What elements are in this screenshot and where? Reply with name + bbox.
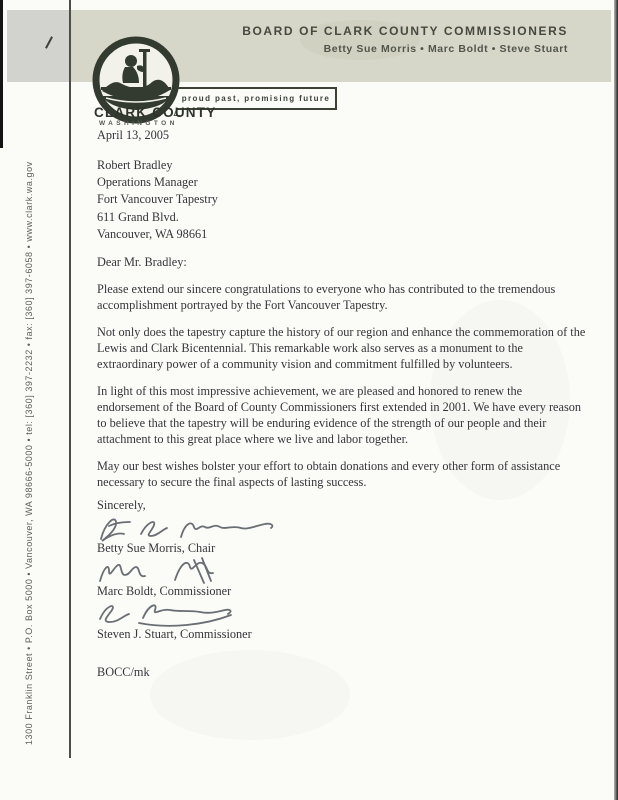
signature-marc-boldt	[97, 556, 587, 583]
letter-date: April 13, 2005	[97, 128, 170, 142]
signer-name-title: Betty Sue Morris, Chair	[97, 541, 216, 556]
scan-edge-right	[614, 0, 618, 800]
signer-name-title: Marc Boldt, Commissioner	[97, 584, 232, 599]
paragraph-1: Please extend our sincere congratulations to everyone who has contributed to the tremendous accomplishment portrayed by the Fort Vancouver Tapestry.	[97, 282, 556, 313]
paragraph-2: Not only does the tapestry capture the history of our region and enhance the commemoration of the Lewis and Clark Bicentennial. This remarkable work also serves as a monument to the extraordinary power of a community vision and commitment fulfilled by volunteers.	[97, 325, 586, 372]
signature-betty-sue-morris	[97, 513, 587, 540]
county-name: CLARK COUNTY	[94, 105, 217, 120]
reference-initials: BOCC/mk	[97, 665, 150, 680]
salutation: Dear Mr. Bradley:	[97, 255, 187, 270]
signer-name-title: Steven J. Stuart, Commissioner	[97, 627, 252, 642]
recipient-address	[97, 157, 587, 243]
closing: Sincerely,	[97, 498, 146, 513]
band-shade	[7, 10, 70, 82]
signature-steven-j-stuart	[97, 599, 587, 626]
board-title: BOARD OF CLARK COUNTY COMMISSIONERS	[242, 24, 568, 38]
county-state: WASHINGTON	[99, 120, 178, 127]
fold-line	[69, 0, 71, 758]
tagline-text: proud past, promising future	[181, 94, 331, 103]
recipient-city: Vancouver, WA 98661	[97, 226, 208, 241]
commissioner-names: Betty Sue Morris • Marc Boldt • Steve Stuart	[323, 43, 568, 55]
letter-body	[97, 127, 587, 680]
contact-info-vertical: 1300 Franklin Street • P.O. Box 5000 • Vancouver, WA 98666-5000 • tel: [360] 397-2232 • fax: [360] 397-6058 • www.clark.wa.gov	[24, 161, 34, 745]
scan-edge-left	[0, 0, 3, 148]
recipient-org: Fort Vancouver Tapestry	[97, 192, 218, 207]
paragraph-3: In light of this most impressive achievement, we are pleased and honored to renew the endorsement of the Board of County Commissioners first extended in 2001. We have every reason to believe that the tapestry will be enduring evidence of the strength of our people and their attachment to this great place where we live and labor together.	[97, 384, 582, 447]
paragraph-4: May our best wishes bolster your effort to obtain donations and every other form of assistance necessary to secure the final aspects of lasting success.	[97, 459, 561, 490]
recipient-title: Operations Manager	[97, 175, 198, 190]
recipient-name: Robert Bradley	[97, 158, 173, 172]
board-header	[242, 24, 568, 55]
recipient-street: 611 Grand Blvd.	[97, 209, 179, 224]
